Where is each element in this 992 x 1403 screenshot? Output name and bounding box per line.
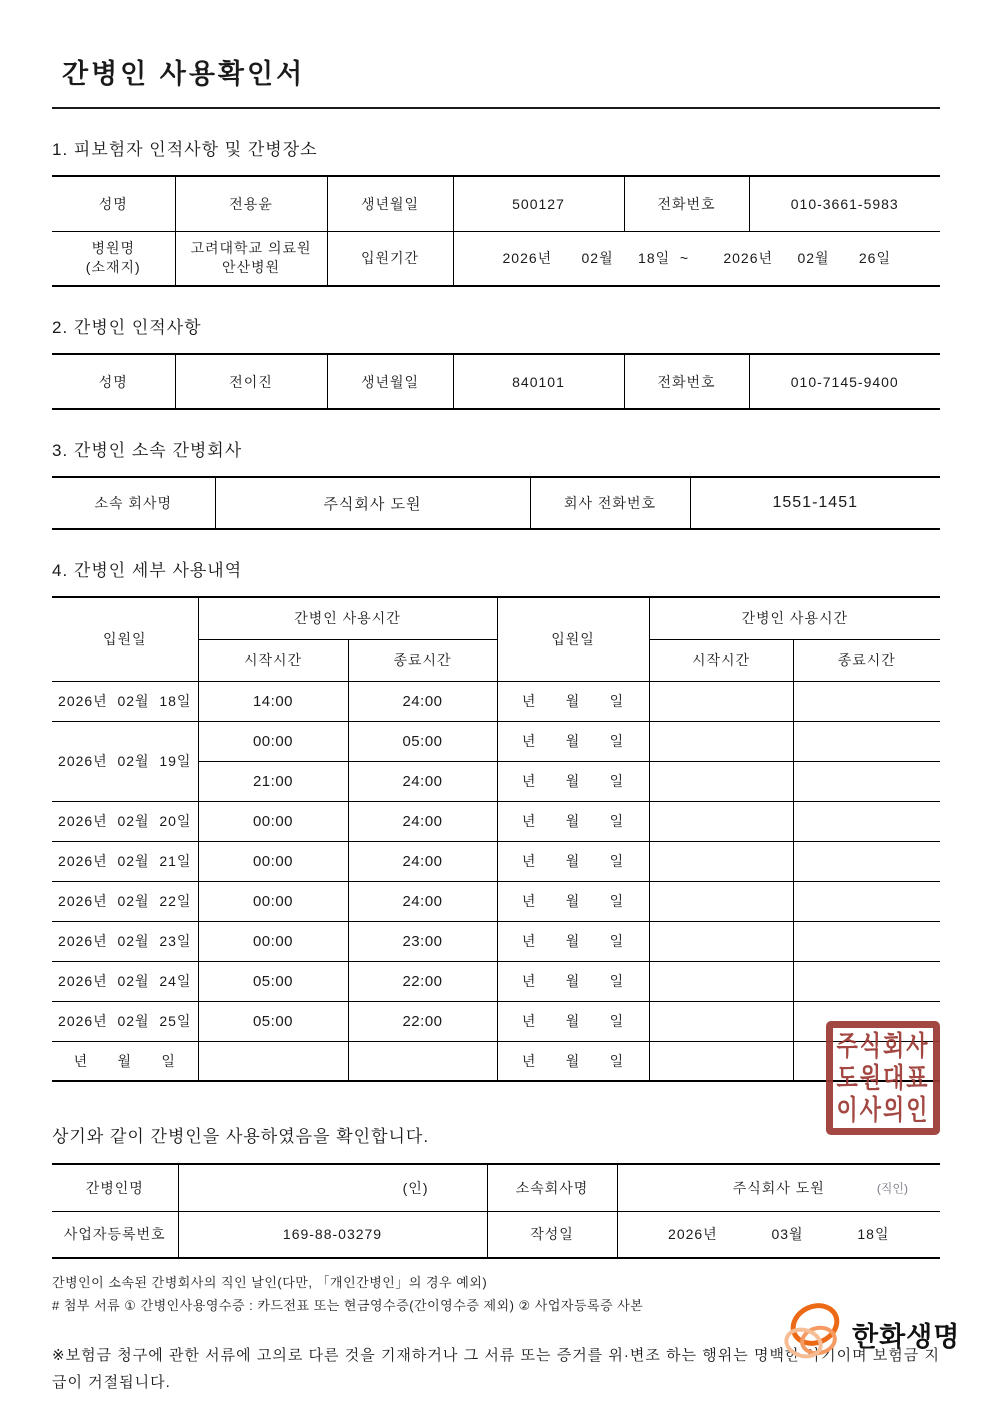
section-4-heading: 4. 간병인 세부 사용내역 <box>52 561 243 580</box>
empty-cell <box>649 841 793 881</box>
usage-start: 00:00 <box>198 801 348 841</box>
usage-date-blank: 년 월 일 <box>497 881 649 921</box>
empty-cell <box>649 801 793 841</box>
table-row <box>52 354 940 409</box>
usage-date: 2026년 02월 21일 <box>52 841 198 881</box>
corporate-seal-stamp <box>826 1021 940 1135</box>
usage-date-blank: 년 월 일 <box>497 1001 649 1041</box>
empty-cell <box>348 1041 497 1081</box>
hanwha-circles-icon <box>782 1302 844 1366</box>
company-phone-value: 1551-1451 <box>690 477 940 529</box>
col-time-group-left: 간병인 사용시간 <box>198 597 497 639</box>
usage-date: 2026년 02월 24일 <box>52 961 198 1001</box>
col-end-right: 종료시간 <box>793 639 940 681</box>
usage-start: 14:00 <box>198 681 348 721</box>
col-time-group-right: 간병인 사용시간 <box>649 597 940 639</box>
table-header-row <box>52 597 940 639</box>
page-title: 간병인 사용확인서 <box>62 59 306 89</box>
table-row <box>52 1001 940 1041</box>
empty-cell <box>793 721 940 761</box>
note-line-2: # 첨부 서류 ① 간병인사용영수증 : 카드전표 또는 현금영수증(간이영수증 제외) ② 사업자등록증 사본 <box>52 1297 644 1313</box>
usage-date-blank: 년 월 일 <box>497 961 649 1001</box>
usage-date: 2026년 02월 19일 <box>52 721 198 801</box>
stamp-text-row: 도원대표 <box>836 1061 930 1093</box>
confirm-company-label: 소속회사명 <box>487 1164 617 1211</box>
empty-cell <box>793 681 940 721</box>
company-table <box>52 476 940 530</box>
usage-end: 24:00 <box>348 841 497 881</box>
company-name-label: 소속 회사명 <box>52 477 215 529</box>
usage-end: 22:00 <box>348 961 497 1001</box>
table-row <box>52 477 940 529</box>
col-start-right: 시작시간 <box>649 639 793 681</box>
col-date-right: 입원일 <box>497 597 649 681</box>
table-row <box>52 681 940 721</box>
table-row <box>52 1164 940 1211</box>
usage-end: 22:00 <box>348 1001 497 1041</box>
usage-date-blank: 년 월 일 <box>497 761 649 801</box>
usage-date: 2026년 02월 23일 <box>52 921 198 961</box>
caregiver-birth-value: 840101 <box>453 354 624 409</box>
usage-date-blank: 년 월 일 <box>497 681 649 721</box>
table-row <box>52 721 940 761</box>
seal-hint: (직인) <box>876 1181 908 1196</box>
usage-date-blank: 년 월 일 <box>497 1041 649 1081</box>
confirmation-statement: 상기와 같이 간병인을 사용하였음을 확인합니다. <box>52 1127 430 1146</box>
col-date-left: 입원일 <box>52 597 198 681</box>
usage-end: 24:00 <box>348 881 497 921</box>
usage-date-blank: 년 월 일 <box>497 801 649 841</box>
table-row <box>52 841 940 881</box>
empty-cell <box>198 1041 348 1081</box>
usage-date-blank: 년 월 일 <box>497 921 649 961</box>
bizno-value: 169-88-03279 <box>178 1211 487 1258</box>
sign-placeholder: (인) <box>178 1164 487 1211</box>
usage-table <box>52 596 940 1082</box>
table-row <box>52 176 940 231</box>
empty-cell <box>793 921 940 961</box>
caregiver-phone-value: 010-7145-9400 <box>749 354 940 409</box>
period-label: 입원기간 <box>327 231 453 286</box>
usage-date-blank: 년 월 일 <box>497 721 649 761</box>
insured-table <box>52 175 940 287</box>
insured-birth-label: 생년월일 <box>327 176 453 231</box>
empty-cell <box>649 961 793 1001</box>
empty-cell <box>649 881 793 921</box>
table-row <box>52 961 940 1001</box>
title-block <box>52 38 940 109</box>
usage-end: 24:00 <box>348 761 497 801</box>
empty-cell <box>793 841 940 881</box>
section-2-heading: 2. 간병인 인적사항 <box>52 318 202 337</box>
caregiver-table <box>52 353 940 410</box>
empty-cell <box>649 761 793 801</box>
confirm-caregiver-label: 간병인명 <box>52 1164 178 1211</box>
empty-cell <box>649 1041 793 1081</box>
caregiver-name-value: 전이진 <box>175 354 327 409</box>
section-1-heading: 1. 피보험자 인적사항 및 간병장소 <box>52 140 318 159</box>
usage-start: 21:00 <box>198 761 348 801</box>
stamp-text-row: 이사의인 <box>836 1093 930 1125</box>
table-row <box>52 231 940 286</box>
confirm-company-value: 주식회사 도원 (직인) <box>617 1164 940 1211</box>
usage-start: 00:00 <box>198 881 348 921</box>
company-name-value: 주식회사 도원 <box>215 477 530 529</box>
table-row <box>52 921 940 961</box>
logo-text: 한화생명 <box>852 1321 961 1352</box>
company-phone-label: 회사 전화번호 <box>530 477 690 529</box>
usage-end: 05:00 <box>348 721 497 761</box>
insured-phone-value: 010-3661-5983 <box>749 176 940 231</box>
empty-cell <box>649 721 793 761</box>
write-date-value: 2026년 03월 18일 <box>617 1211 940 1258</box>
stamp-text-row: 주식회사 <box>836 1029 930 1061</box>
usage-start: 00:00 <box>198 921 348 961</box>
warning-text: ※보험금 청구에 관한 서류에 고의로 다른 것을 기재하거나 그 서류 또는 증거를 위·변조 하는 행위는 명백한 사기이며 보험금 지급이 거절됩니다. <box>52 1346 940 1392</box>
usage-date: 2026년 02월 18일 <box>52 681 198 721</box>
period-value: 2026년 02월 18일 ~ 2026년 02월 26일 <box>453 231 940 286</box>
hospital-label: 병원명 (소재지) <box>52 231 175 286</box>
table-row <box>52 1211 940 1258</box>
insured-name-value: 전용윤 <box>175 176 327 231</box>
usage-start: 00:00 <box>198 721 348 761</box>
usage-date-blank: 년 월 일 <box>52 1041 198 1081</box>
insured-birth-value: 500127 <box>453 176 624 231</box>
insured-name-label: 성명 <box>52 176 175 231</box>
section-3-heading: 3. 간병인 소속 간병회사 <box>52 441 243 460</box>
empty-cell <box>793 761 940 801</box>
usage-date: 2026년 02월 25일 <box>52 1001 198 1041</box>
caregiver-name-label: 성명 <box>52 354 175 409</box>
caregiver-birth-label: 생년월일 <box>327 354 453 409</box>
insured-phone-label: 전화번호 <box>624 176 749 231</box>
hospital-value: 고려대학교 의료원 안산병원 <box>175 231 327 286</box>
write-date-label: 작성일 <box>487 1211 617 1258</box>
empty-cell <box>793 961 940 1001</box>
usage-end: 24:00 <box>348 681 497 721</box>
usage-date: 2026년 02월 22일 <box>52 881 198 921</box>
col-end-left: 종료시간 <box>348 639 497 681</box>
usage-start: 05:00 <box>198 1001 348 1041</box>
usage-end: 24:00 <box>348 801 497 841</box>
table-row <box>52 881 940 921</box>
confirm-table <box>52 1163 940 1259</box>
usage-start: 00:00 <box>198 841 348 881</box>
note-line-1: 간병인이 소속된 간병회사의 직인 날인(다만, 「개인간병인」의 경우 예외) <box>52 1275 488 1290</box>
table-row <box>52 1041 940 1081</box>
bizno-label: 사업자등록번호 <box>52 1211 178 1258</box>
usage-end: 23:00 <box>348 921 497 961</box>
empty-cell <box>793 881 940 921</box>
hanwha-life-logo <box>782 1302 960 1366</box>
empty-cell <box>793 801 940 841</box>
caregiver-phone-label: 전화번호 <box>624 354 749 409</box>
empty-cell <box>649 681 793 721</box>
usage-start: 05:00 <box>198 961 348 1001</box>
col-start-left: 시작시간 <box>198 639 348 681</box>
usage-date: 2026년 02월 20일 <box>52 801 198 841</box>
usage-date-blank: 년 월 일 <box>497 841 649 881</box>
empty-cell <box>649 1001 793 1041</box>
empty-cell <box>649 921 793 961</box>
table-row <box>52 801 940 841</box>
